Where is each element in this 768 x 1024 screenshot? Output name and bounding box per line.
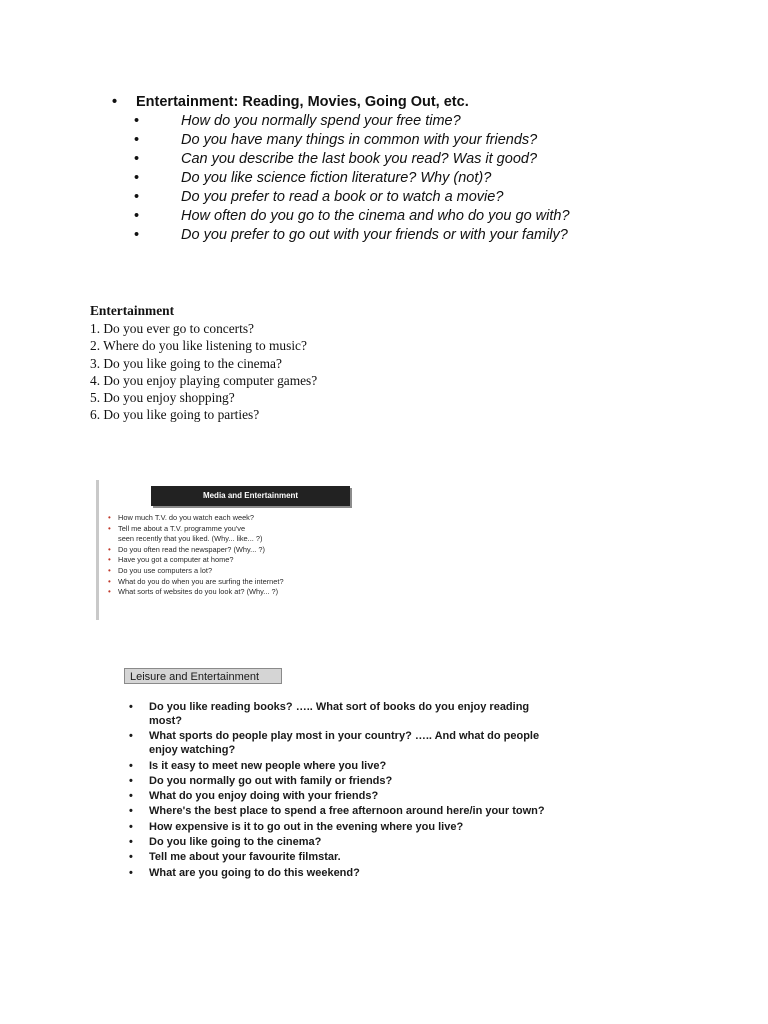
question-text: How do you normally spend your free time?: [181, 113, 461, 129]
list-item: [129, 700, 559, 728]
bullet-icon: •: [129, 851, 133, 864]
question-list: [112, 112, 732, 245]
question-list: [129, 700, 559, 881]
entertainment-section: [90, 302, 317, 424]
list-item: [112, 226, 732, 245]
bullet-icon: •: [129, 759, 133, 772]
bullet-icon: •: [134, 189, 140, 205]
question-text: What sports do people play most in your country? ….. And what do people enjoy watching?: [149, 730, 540, 757]
bullet-icon: •: [134, 208, 140, 224]
bullet-icon: •: [129, 730, 133, 743]
question-text: Do you use computers a lot?: [118, 565, 213, 575]
reading-movies-section: [112, 93, 732, 245]
question-text: Do you normally go out with family or friends?: [149, 774, 393, 787]
bullet-icon: •: [112, 94, 118, 110]
list-item: [108, 534, 284, 545]
question-text: Do you like science fiction literature? Why (not)?: [181, 170, 492, 186]
list-item: [108, 513, 284, 524]
list-item: [108, 587, 284, 598]
bullet-icon: •: [108, 544, 111, 554]
list-item: [112, 169, 732, 188]
list-item: [129, 804, 559, 818]
question-text: How expensive is it to go out in the evening where you live?: [149, 820, 464, 833]
list-item: [129, 759, 559, 773]
list-item: [108, 545, 284, 556]
bullet-icon: •: [129, 774, 133, 787]
question-text: What sorts of websites do you look at? (Why... ?): [118, 587, 279, 597]
question-text: Have you got a computer at home?: [118, 555, 234, 565]
box-header: Leisure and Entertainment: [124, 668, 282, 684]
question-text: Tell me about a T.V. programme you've: [118, 523, 246, 533]
question-row: 4. Do you enjoy playing computer games?: [90, 372, 318, 388]
bullet-icon: •: [129, 790, 133, 803]
list-item: [108, 577, 284, 588]
list-item: [129, 850, 559, 864]
list-item: [129, 866, 559, 880]
question-text: What do you do when you are surfing the internet?: [118, 576, 284, 586]
list-item: [112, 112, 732, 131]
bullet-icon: •: [108, 513, 111, 522]
question-text: Can you describe the last book you read? Was it good?: [181, 151, 538, 167]
question-list: [108, 513, 284, 598]
box-header: Media and Entertainment: [151, 486, 350, 506]
bullet-icon: •: [108, 576, 111, 586]
list-item: [112, 188, 732, 207]
question-text: What do you enjoy doing with your friends?: [149, 790, 379, 803]
list-item: [108, 555, 284, 566]
section-heading: [112, 93, 732, 112]
heading-text: Entertainment: Reading, Movies, Going Out, etc.: [136, 94, 469, 110]
list-item: [129, 835, 559, 849]
list-item: [108, 524, 284, 535]
question-text: Do you like going to the cinema?: [149, 836, 322, 849]
list-item: [129, 774, 559, 788]
question-row: 5. Do you enjoy shopping?: [90, 390, 235, 406]
media-entertainment-image: [96, 480, 326, 620]
question-row: 2. Where do you like listening to music?: [90, 338, 307, 354]
question-text: Do you like reading books? ….. What sort of books do you enjoy reading most?: [149, 701, 530, 727]
list-item: [112, 207, 732, 226]
question-text: How much T.V. do you watch each week?: [118, 513, 254, 522]
list-item: [112, 131, 732, 150]
leisure-entertainment-image: [124, 668, 564, 879]
question-text: How often do you go to the cinema and who do you go with?: [181, 208, 570, 224]
question-text: Is it easy to meet new people where you live?: [149, 759, 387, 772]
bullet-icon: •: [108, 587, 111, 597]
question-text: seen recently that you liked. (Why... like... ?): [118, 534, 263, 544]
question-text: Do you prefer to read a book or to watch a movie?: [181, 189, 504, 205]
section-title: Entertainment: [90, 303, 175, 318]
bullet-icon: •: [134, 170, 140, 186]
bullet-icon: •: [108, 555, 111, 565]
margin-rule: [96, 480, 99, 620]
question-text: Tell me about your favourite filmstar.: [149, 851, 341, 864]
bullet-icon: •: [129, 701, 133, 713]
bullet-icon: •: [134, 151, 140, 167]
bullet-icon: •: [134, 113, 140, 129]
question-text: Do you prefer to go out with your friends or with your family?: [181, 227, 568, 243]
question-text: Do you often read the newspaper? (Why... ?): [118, 544, 265, 554]
bullet-icon: •: [129, 836, 133, 849]
bullet-icon: •: [108, 565, 111, 575]
bullet-icon: •: [129, 820, 133, 833]
list-item: [129, 789, 559, 803]
question-text: Where's the best place to spend a free afternoon around here/in your town?: [149, 805, 545, 818]
question-row: 1. Do you ever go to concerts?: [90, 321, 254, 336]
bullet-icon: •: [129, 805, 133, 818]
list-item: [129, 820, 559, 834]
question-row: 6. Do you like going to parties?: [90, 407, 260, 423]
question-text: What are you going to do this weekend?: [149, 866, 360, 879]
list-item: [129, 729, 559, 757]
bullet-icon: •: [129, 866, 133, 879]
list-item: [108, 566, 284, 577]
bullet-icon: •: [134, 227, 140, 243]
bullet-icon: •: [134, 132, 140, 148]
bullet-icon: •: [108, 523, 111, 533]
question-text: Do you have many things in common with your friends?: [181, 132, 538, 148]
list-item: [112, 150, 732, 169]
question-row: 3. Do you like going to the cinema?: [90, 355, 282, 371]
